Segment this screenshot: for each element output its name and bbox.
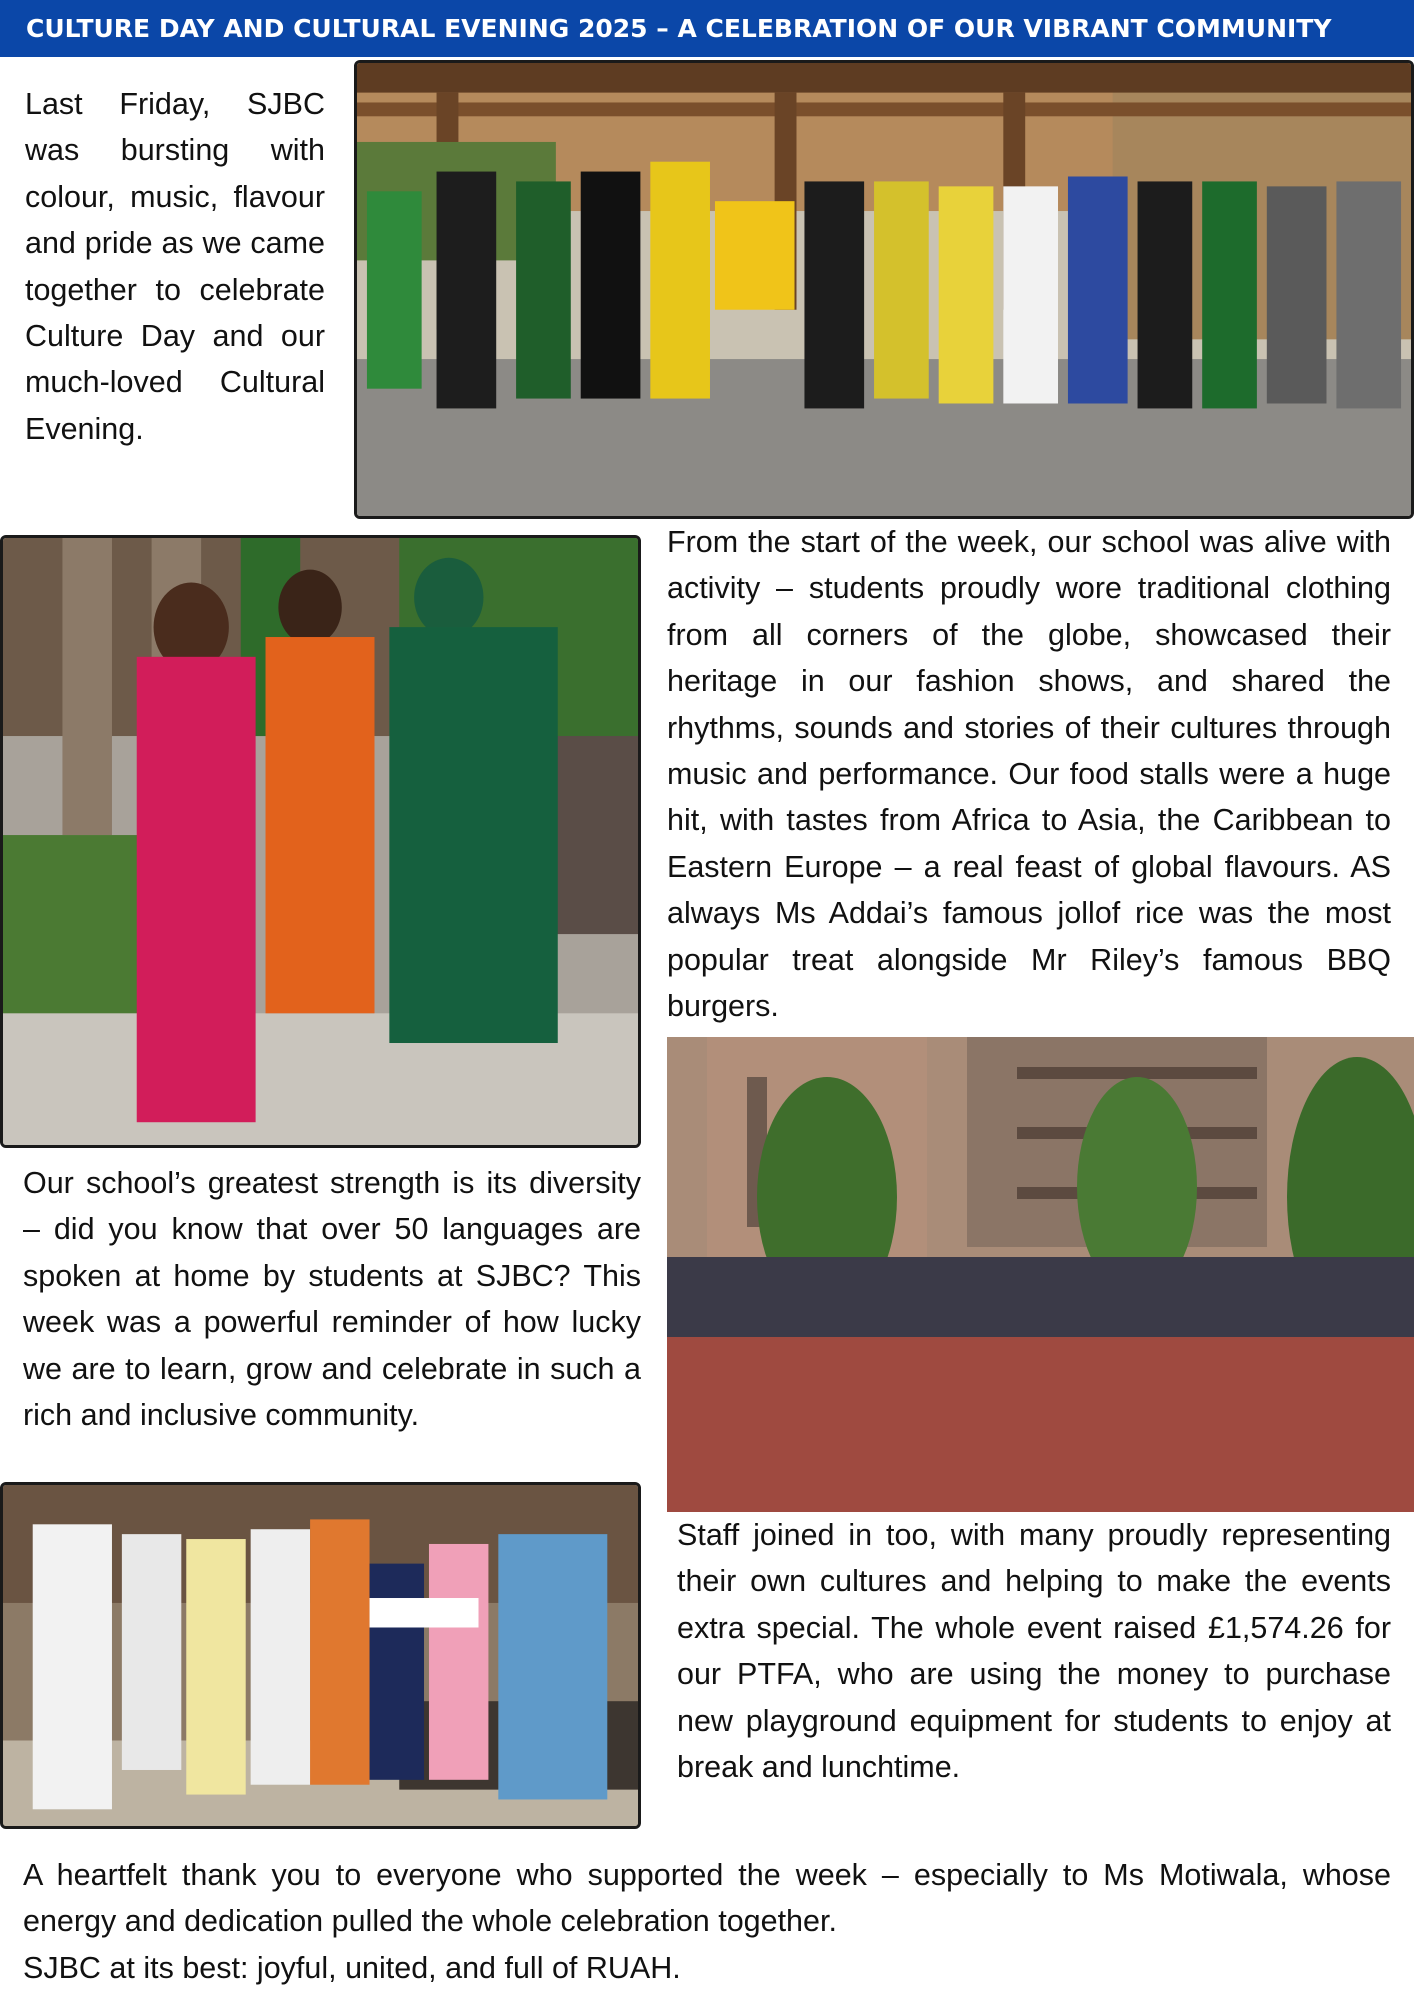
closing-line: SJBC at its best: joyful, united, and full of RUAH. xyxy=(23,1950,681,1985)
staff-paragraph: Staff joined in too, with many proudly representing their own cultures and helping to make the events extra special. The whole event raised £1,574.26 for our PTFA, who are using the money to purchase new playground equipment for students to enjoy at break and lunchtime. xyxy=(677,1518,1391,1785)
diversity-paragraph: Our school’s greatest strength is its diversity – did you know that over 50 languages are spoken at home by students at SJBC? This week was a powerful reminder of how lucky we are to learn, grow and celebrate in such a rich and inclusive community. xyxy=(23,1166,641,1433)
closing-section xyxy=(23,1852,1391,1991)
week-activity-paragraph: From the start of the week, our school was alive with activity – students proudly wore traditional clothing from all corners of the globe, showcased their heritage in our fashion shows, and shared the rhythms, sounds and stories of their cultures through music and performance. Our food stalls were a huge hit, with tastes from Africa to Asia, the Caribbean to Eastern Europe – a real feast of global flavours. AS always Ms Addai’s famous jollof rice was the most popular treat alongside Mr Riley’s famous BBQ burgers. xyxy=(667,525,1391,1024)
intro-paragraph: Last Friday, SJBC was bursting with colour, music, flavour and pride as we came together to celebrate Culture Day and our much-loved Cultural Evening. xyxy=(25,87,325,446)
group-photo-pergola xyxy=(354,60,1414,519)
thanks-paragraph: A heartfelt thank you to everyone who supported the week – especially to Ms Motiwala, whose energy and dedication pulled the whole celebration together. xyxy=(23,1858,1391,1939)
playground-crowd-photo xyxy=(667,1037,1414,1512)
traditional-dress-photo xyxy=(0,535,641,1148)
cheque-presentation-photo xyxy=(0,1482,641,1829)
page-banner-title: CULTURE DAY AND CULTURAL EVENING 2025 – A CELEBRATION OF OUR VIBRANT COMMUNITY xyxy=(0,0,1414,57)
